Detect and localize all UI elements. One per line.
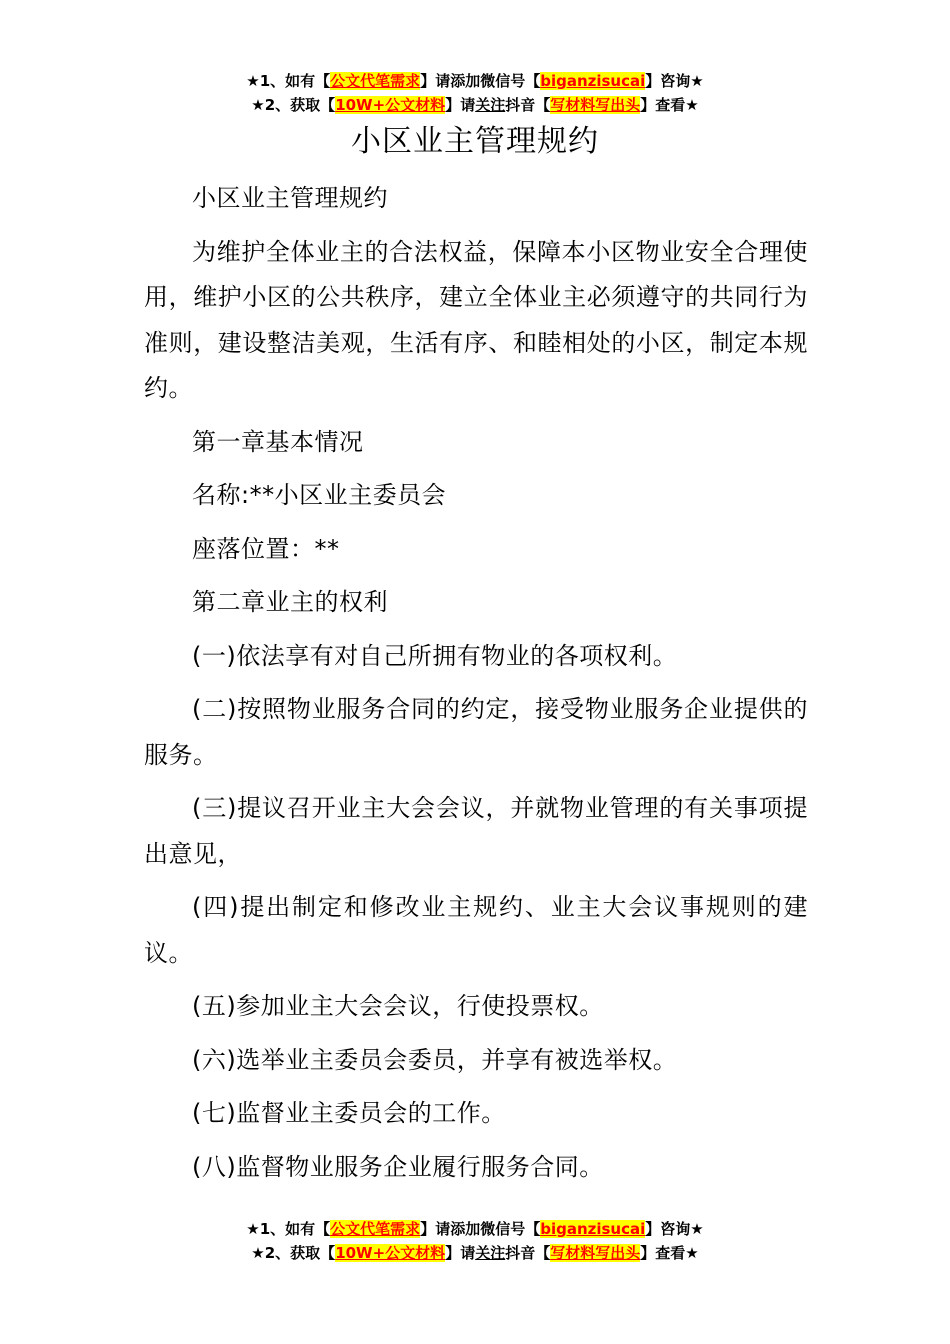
list-item: (七)监督业主委员会的工作。	[192, 1099, 506, 1127]
paragraph: 为维护全体业主的合法权益，保障本小区物业安全合理使用，维护小区的公共秩序，建立全体业主必须遵守的共同行为准则，建设整洁美观，生活有序、和睦相处的小区，制定本规约。	[144, 237, 808, 402]
promo-line-1: ★1、如有【公文代笔需求】请添加微信号【biganzisucai】咨询★	[246, 72, 704, 90]
list-item: (六)选举业主委员会委员，并享有被选举权。	[192, 1045, 678, 1074]
promo-highlight-materials: 10W+公文材料	[335, 1244, 446, 1262]
list-item: (五)参加业主大会会议，行使投票权。	[192, 992, 604, 1020]
chapter-heading: 第一章基本情况	[192, 427, 364, 456]
paragraph: 小区业主管理规约	[192, 184, 388, 212]
promo-highlight-douyin: 写材料写出头	[550, 1244, 641, 1262]
list-item: (八)监督物业服务企业履行服务合同。	[192, 1152, 604, 1181]
promo-line-2: ★2、获取【10W+公文材料】请关注抖音【写材料写出头】查看★	[251, 1244, 699, 1262]
list-item: (四)提出制定和修改业主规约、业主大会议事规则的建议。	[144, 893, 808, 967]
document-title: 小区业主管理规约	[351, 124, 599, 159]
promo-highlight-materials: 10W+公文材料	[335, 96, 446, 114]
list-item: (三)提议召开业主大会会议，并就物业管理的有关事项提出意见，	[144, 794, 808, 868]
promo-banner-bottom	[0, 1217, 950, 1265]
promo-highlight-douyin: 写材料写出头	[550, 96, 641, 114]
promo-line-1: ★1、如有【公文代笔需求】请添加微信号【biganzisucai】咨询★	[246, 1220, 704, 1238]
promo-highlight-wechat: biganzisucai	[540, 72, 646, 90]
chapter-heading: 第二章业主的权利	[192, 588, 388, 616]
promo-line-2: ★2、获取【10W+公文材料】请关注抖音【写材料写出头】查看★	[251, 96, 699, 114]
paragraph: 名称:**小区业主委员会	[192, 481, 447, 509]
paragraph: 座落位置：**	[192, 534, 340, 563]
promo-highlight-service: 公文代笔需求	[330, 72, 421, 90]
list-item: (二)按照物业服务合同的约定，接受物业服务企业提供的服务。	[144, 695, 808, 769]
list-item: (一)依法享有对自己所拥有物业的各项权利。	[192, 641, 678, 670]
promo-highlight-wechat: biganzisucai	[540, 1220, 646, 1238]
promo-banner-top	[0, 69, 950, 117]
promo-highlight-service: 公文代笔需求	[330, 1220, 421, 1238]
document-body	[144, 176, 808, 1198]
